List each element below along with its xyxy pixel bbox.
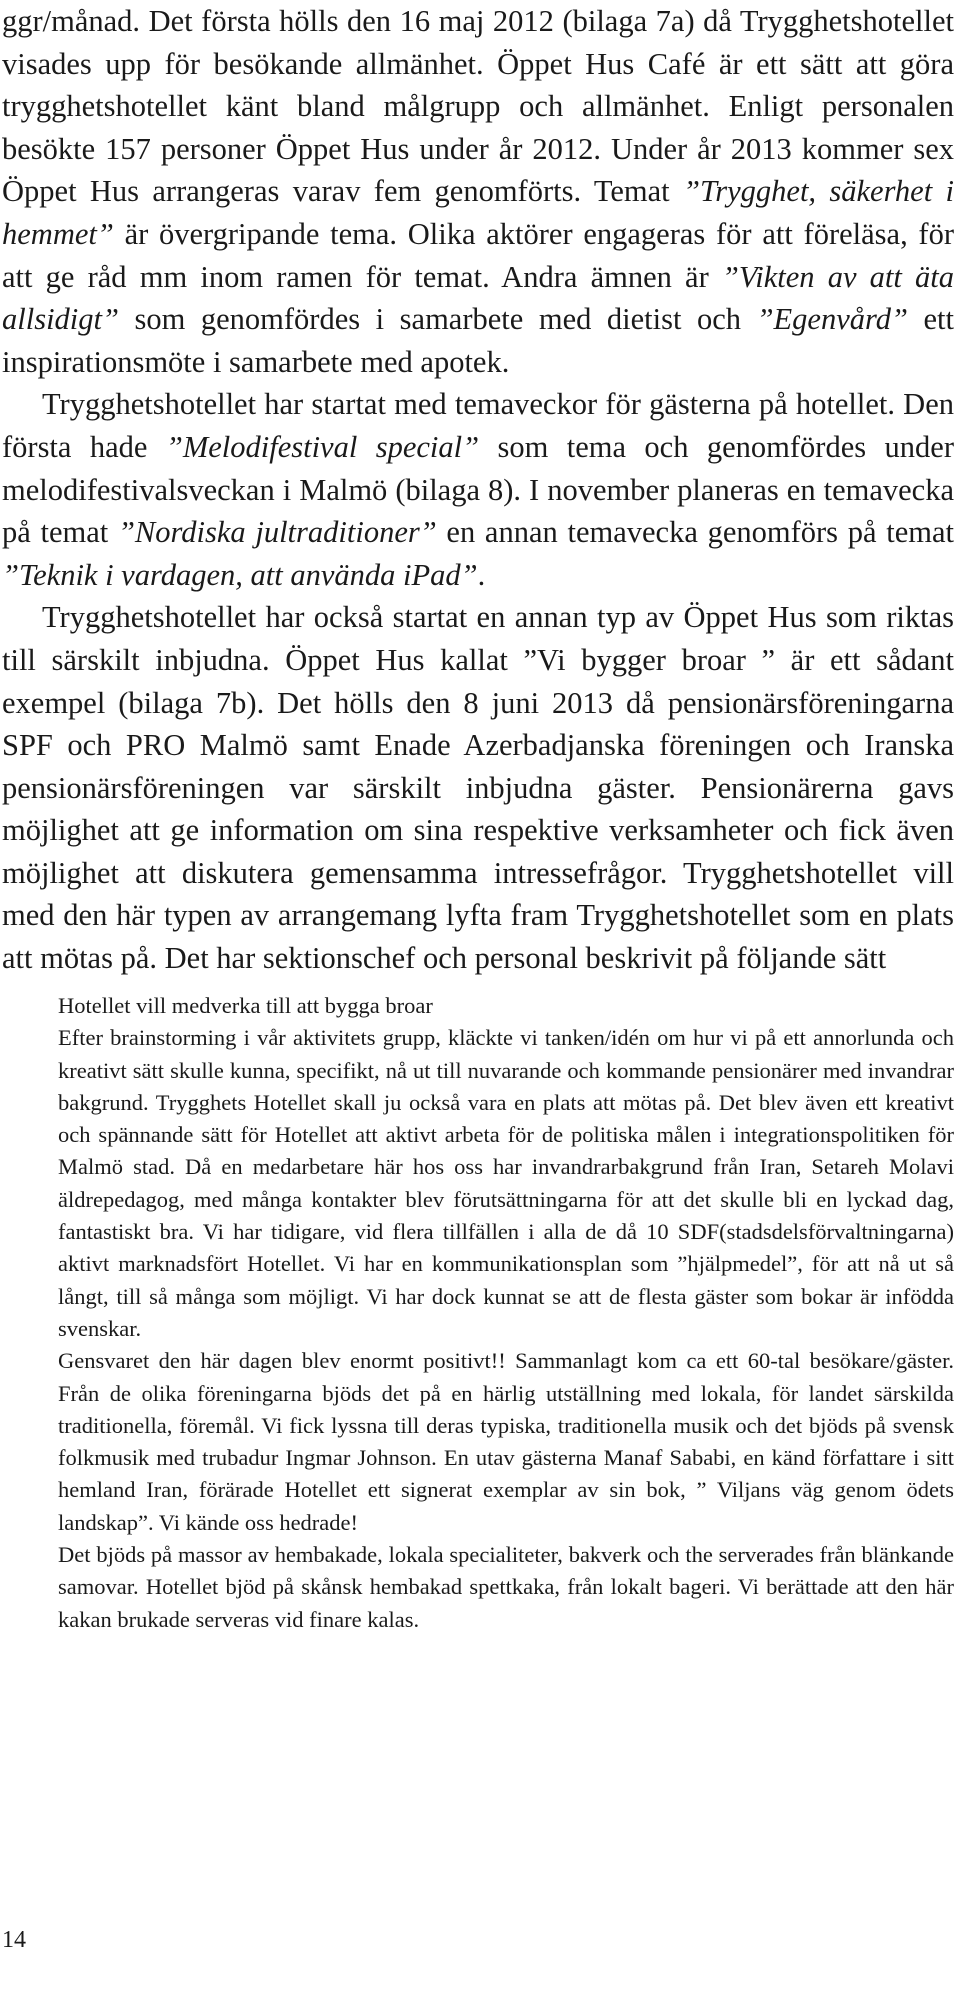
paragraph-text: . <box>477 557 486 592</box>
paragraph-theme-weeks <box>2 383 954 596</box>
quote-paragraph-1: Efter brainstorming i vår aktivitets grupp, kläckte vi tanken/idén om hur vi på ett annorlunda och kreativt sätt skulle kunna, specifikt, nå ut till nuvarande och kommande pensionärer med invandrar bakgrund. Trygghets Hotellet skall ju också vara en plats att mötas på. Det blev även ett kreativt och spännande sätt för Hotellet att aktivt arbeta för de politiska målen i integrationspolitiken för Malmö stad. Då en medarbetare här hos oss har invandrarbakgrund från Iran, Setareh Molavi äldrepedagog, med många kontakter blev förutsättningarna för att det skulle bli en lyckad dag, fantastiskt bra. Vi har tidigare, vid flera tillfällen i alla de då 10 SDF(stadsdelsförvaltningarna) aktivt marknadsfört Hotellet. Vi har en kommunikationsplan som ”hjälpmedel”, för att nå ut så långt, till så många som möjligt. Vi har dock kunnat se att de flesta gäster som bokar är infödda svenskar. <box>58 1025 954 1341</box>
italic-theme-egenvard: ”Egenvård” <box>756 302 908 337</box>
quote-paragraph-3: Det bjöds på massor av hembakade, lokala specialiteter, bakverk och the serverades från blänkande samovar. Hotellet bjöd på skånsk hembakad spettkaka, från lokalt bageri. Vi berättade att den här kakan brukade serveras vid finare kalas. <box>58 1542 954 1632</box>
italic-theme-melodifestival: ”Melodifestival special” <box>165 429 480 464</box>
italic-theme-teknik: ”Teknik i vardagen, att använda iPad” <box>2 557 478 592</box>
paragraph-text: som tema och genomfördes under melodifestivalsveckan i Malmö (bilaga 8). I november planeras en temavecka på temat <box>2 429 954 550</box>
quote-title: Hotellet vill medverka till att bygga broar <box>58 993 433 1018</box>
paragraph-text: är övergripande tema. Olika aktörer engageras för att föreläsa, för att ge råd mm inom ramen för temat. Andra ämnen är <box>2 216 954 294</box>
paragraph-text: som genomfördes i samarbete med dietist och <box>118 302 757 337</box>
paragraph-text: Trygghetshotellet har startat med temaveckor för gästerna på hotellet. Den första hade <box>2 387 954 464</box>
paragraph-text: ggr/månad. Det första hölls den 16 maj 2012 (bilaga 7a) då Trygghetshotellet visades upp för besökande allmänhet. Öppet Hus Café är ett sätt att göra trygghetshotellet känt bland målgrupp och allmänhet. Enligt personalen besökte 157 personer Öppet Hus under år 2012. Under år 2013 kommer sex Öppet Hus arrangeras varav fem genomförts. Temat <box>2 4 954 209</box>
quoted-description <box>58 990 954 1636</box>
italic-theme-vikten: ”Vikten av att äta allsidigt” <box>2 259 954 337</box>
italic-theme-jultraditioner: ”Nordiska jultraditioner” <box>117 515 437 550</box>
page-number: 14 <box>2 1927 26 1953</box>
paragraph-open-house <box>2 0 954 383</box>
paragraph-invited-open-house: Trygghetshotellet har också startat en annan typ av Öppet Hus som riktas till särskilt inbjudna. Öppet Hus kallat ”Vi bygger broar ” är ett sådant exempel (bilaga 7b). Det hölls den 8 juni 2013 då pensionärsföreningarna SPF och PRO Malmö samt Enade Azerbadjanska föreningen och Iranska pensionärsföreningen var särskilt inbjudna gäster. Pensionärerna gavs möjlighet att ge information om sina respektive verksamheter och fick även möjlighet att diskutera gemensamma intressefrågor. Trygghetshotellet vill med den här typen av arrangemang lyfta fram Trygghetshotellet som en plats att mötas på. Det har sektionschef och personal beskrivit på följande sätt <box>2 600 954 976</box>
paragraph-text: ett inspirationsmöte i samarbete med apotek. <box>2 302 954 379</box>
quote-paragraph-2: Gensvaret den här dagen blev enormt positivt!! Sammanlagt kom ca ett 60-tal besökare/gäster. Från de olika föreningarna bjöds det på en härlig utställning med lokala, för landet särskilda traditionella, föremål. Vi fick lyssna till deras typiska, traditionella musik och det bjöds på svensk folkmusik med trubadur Ingmar Johnson. En utav gästerna Manaf Sababi, en känd författare i sitt hemland Iran, förärade Hotellet ett signerat exemplar av sin bok, ” Viljans väg genom ödets landskap”. Vi kände oss hedrade! <box>58 1348 954 1535</box>
italic-theme-trygghet: ”Trygghet, säkerhet i hemmet” <box>2 174 954 251</box>
main-body-text <box>2 0 954 980</box>
paragraph-text: en annan temavecka genomförs på temat <box>436 515 954 550</box>
